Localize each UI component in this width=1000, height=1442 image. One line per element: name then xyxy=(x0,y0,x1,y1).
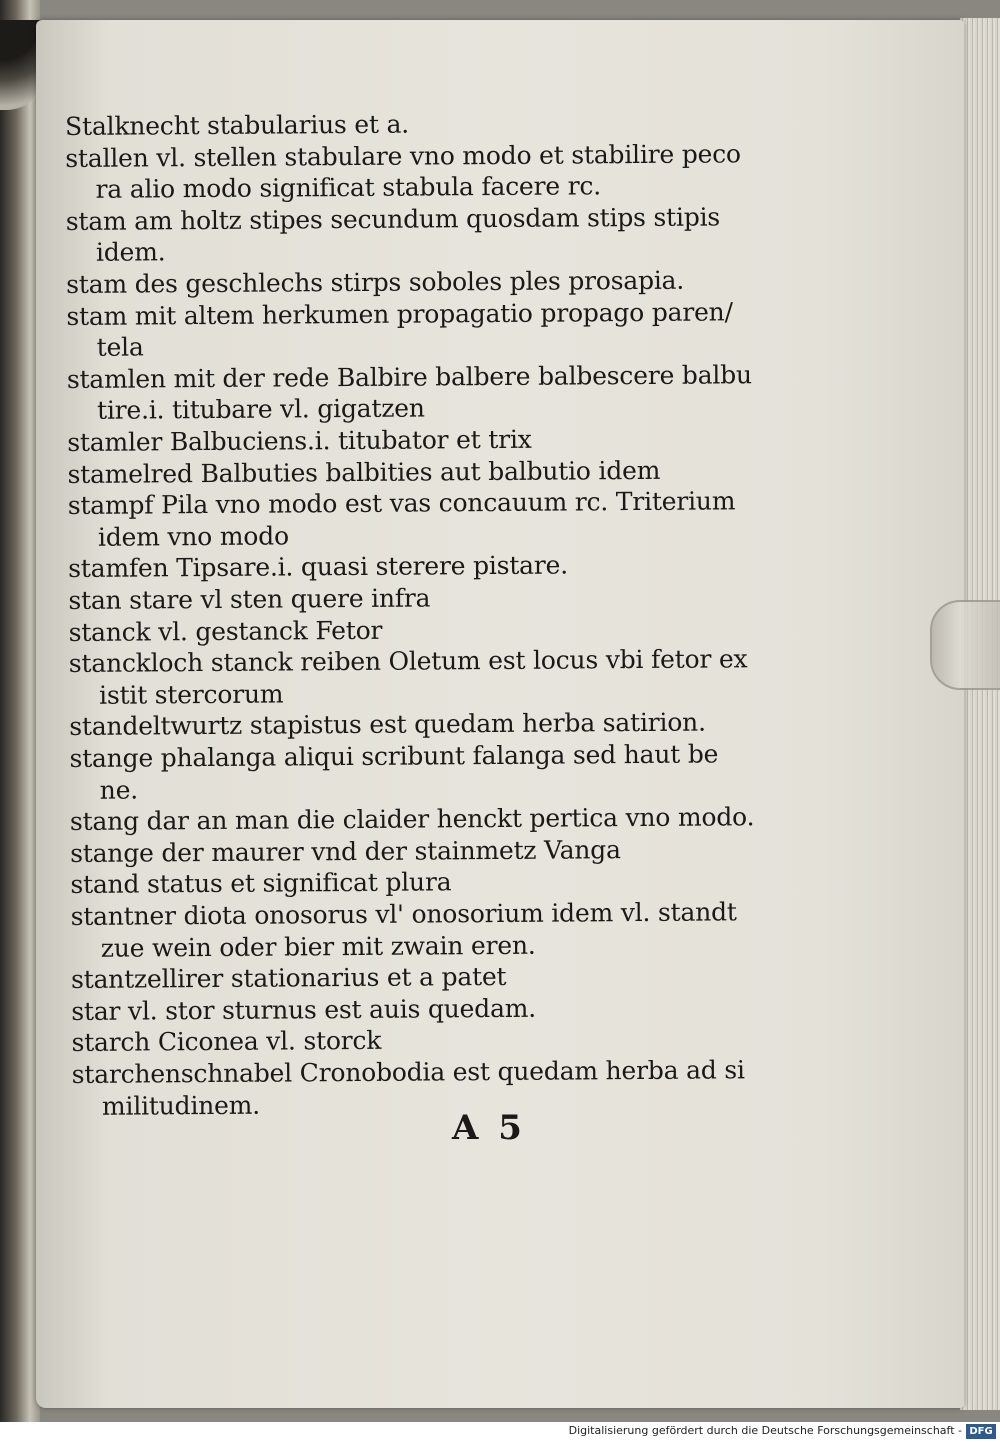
entry-line: starchenschnabel Cronobodia est quedam herba ad si xyxy=(71,1055,745,1089)
book-page-edges xyxy=(960,18,1000,1410)
entry-line: stantzellirer stationarius et a patet xyxy=(70,962,507,995)
entry-line: stamfen Tipsare.i. quasi sterere pistare. xyxy=(68,550,569,584)
entry-line: starch Ciconea vl. storck xyxy=(71,1026,382,1058)
entry-line: stan stare vl sten quere infra xyxy=(68,583,431,615)
left-facing-page-edge xyxy=(0,0,40,1422)
entry-line: stamelred Balbuties balbities aut balbutio idem xyxy=(67,455,661,489)
entry-line: stanck vl. gestanck Fetor xyxy=(68,615,383,647)
entry-continuation-line: tire.i. titubare vl. gigatzen xyxy=(96,393,425,426)
entry-line: stampf Pila vno modo est vas concauum rc. Triterium xyxy=(67,486,736,521)
entry-line: stange phalanga aliqui scribunt falanga sed haut be xyxy=(69,739,719,773)
entry-line: stand status et significat plura xyxy=(70,867,452,900)
entry-continuation-line: zue wein oder bier mit zwain eren. xyxy=(100,930,536,963)
dfg-logo: DFG xyxy=(966,1424,996,1439)
funding-notice: Digitalisierung gefördert durch die Deutsche Forschungsgemeinschaft - xyxy=(568,1424,962,1437)
entry-continuation-line: istit stercorum xyxy=(98,679,284,710)
entry-line: stang dar an man die claider henckt pertica vno modo. xyxy=(69,802,755,837)
entry-line: stallen vl. stellen stabulare vno modo et stabilire peco xyxy=(65,138,741,173)
entry-continuation-line: idem vno modo xyxy=(97,521,289,552)
entry-line: stantner diota onosorus vl' onosorium idem vl. standt xyxy=(70,897,737,931)
page-clip xyxy=(930,600,1000,690)
entry-line: stam am holtz stipes secundum quosdam stips stipis xyxy=(65,202,721,236)
entry-line: standeltwurtz stapistus est quedam herba satirion. xyxy=(69,707,706,742)
entry-line: stamlen mit der rede Balbire balbere balbescere balbu xyxy=(66,360,752,394)
entry-line: stamler Balbuciens.i. titubator et trix xyxy=(67,424,532,457)
entry-continuation-line: militudinem. xyxy=(101,1090,261,1121)
entry-continuation-line: ne. xyxy=(99,775,139,805)
entry-line: star vl. stor sturnus est auis quedam. xyxy=(71,993,537,1026)
entry-line: stam mit altem herkumen propagatio propago paren/ xyxy=(66,296,733,331)
signature-mark: A 5 xyxy=(452,1108,526,1148)
entry-continuation-line: tela xyxy=(96,332,144,362)
footer-bar xyxy=(0,1422,1000,1442)
entry-line: stanckloch stanck reiben Oletum est locus vbi fetor ex xyxy=(68,644,748,679)
entry-continuation-line: idem. xyxy=(95,237,166,268)
entry-line: stange der maurer vnd der stainmetz Vanga xyxy=(70,834,621,868)
entry-continuation-line: ra alio modo significat stabula facere rc. xyxy=(95,171,602,204)
entry-line: Stalknecht stabularius et a. xyxy=(65,109,410,141)
entry-line: stam des geschlechs stirps soboles ples prosapia. xyxy=(66,265,685,299)
